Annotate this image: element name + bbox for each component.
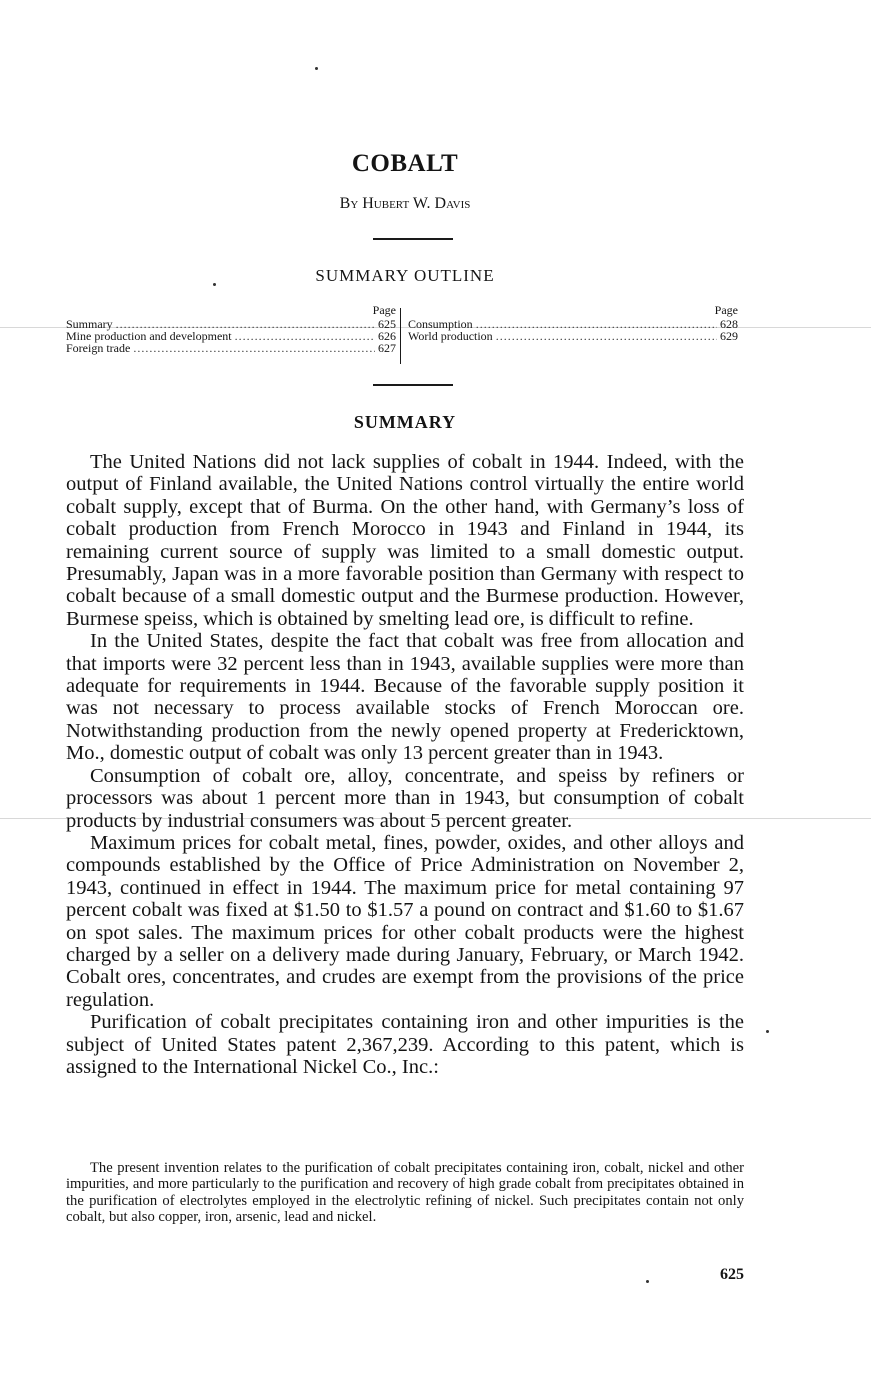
scan-speck (766, 1030, 769, 1033)
toc-label: Mine production and development (66, 329, 232, 343)
author-byline: By Hubert W. Davis (339, 195, 471, 212)
toc-label: World production (408, 329, 493, 343)
toc-label: Consumption (408, 317, 473, 331)
divider-rule (373, 384, 453, 386)
quote-paragraph: The present invention relates to the purification of cobalt precipitates containing iron, cobalt, nickel and other impurities, and more particularly to the purification and recovery of high grade cobalt from precipitates obtained in the purification of electrolytes employed in the electrolytic refining of nickel. Such precipitates contain not only cobalt, but also copper, iron, arsenic, lead and nickel. (66, 1160, 744, 1225)
section-heading-summary: SUMMARY (353, 412, 457, 432)
toc-page: 628 (720, 317, 738, 331)
toc-page-header: Page (372, 303, 396, 317)
toc-page: 625 (378, 317, 396, 331)
body-paragraph: Purification of cobalt precipitates containing iron and other impurities is the subject of United States patent 2,367,239. According to this patent, which is assigned to the International Nickel Co., Inc.: (66, 1011, 744, 1078)
toc-page: 629 (720, 329, 738, 343)
scan-speck (646, 1280, 649, 1283)
toc-label: Summary (66, 317, 113, 331)
summary-body (66, 451, 744, 1078)
toc-page: 626 (378, 329, 396, 343)
toc-column-divider (400, 308, 401, 364)
outline-heading: SUMMARY OUTLINE (315, 266, 495, 285)
body-paragraph: Consumption of cobalt ore, alloy, concentrate, and speiss by refiners or processors was about 1 percent more than in 1943, but consumption of cobalt products by industrial consumers was about 5 percent greater. (66, 764, 744, 832)
page-title: COBALT (351, 150, 459, 177)
page-number: 625 (720, 1266, 744, 1283)
body-paragraph: Maximum prices for cobalt metal, fines, powder, oxides, and other alloys and compounds established by the Office of Price Administration on November 2, 1943, continued in effect in 1944. The maximum price for metal containing 97 percent cobalt was fixed at $1.50 to $1.57 a pound on contract and $1.60 to $1.67 on spot sales. The maximum prices for other cobalt products were the highest charged by a seller on a delivery made during January, February, or March 1942. Cobalt ores, concentrates, and crudes are exempt from the provisions of the price regulation. (66, 831, 744, 1011)
body-paragraph: In the United States, despite the fact that cobalt was free from allocation and that imports were 32 percent less than in 1943, available supplies were more than adequate for requirements in 1944. Because of the favorable supply position it was not necessary to process available stocks of French Moroccan ore. Notwithstanding production from the newly opened property at Fredericktown, Mo., domestic output of cobalt was only 13 percent greater than in 1943. (66, 630, 744, 765)
toc-leader-dots (133, 342, 375, 354)
body-paragraph: The United Nations did not lack supplies of cobalt in 1944. Indeed, with the output of Finland available, the United Nations control virtually the entire world cobalt supply, except that of Burma. On the other hand, with Germany’s loss of cobalt production from French Morocco in 1943 and Finland in 1944, its remaining current source of supply was limited to a small domestic output. Presumably, Japan was in a more favorable position than Germany with respect to cobalt because of a small domestic output and the Burmese production. However, Burmese speiss, which is obtained by smelting lead ore, is difficult to refine. (66, 451, 744, 630)
toc-leader-dots (496, 330, 717, 342)
scan-speck (315, 67, 318, 70)
toc-leader-dots (476, 318, 717, 330)
toc-left-column (66, 304, 396, 354)
toc-page-header: Page (714, 303, 738, 317)
toc-right-column (408, 304, 738, 342)
toc-row (408, 330, 738, 342)
toc-page: 627 (378, 341, 396, 355)
toc-leader-dots (235, 330, 375, 342)
divider-rule (373, 238, 453, 240)
toc-label: Foreign trade (66, 341, 131, 355)
summary-outline-table (66, 304, 744, 364)
patent-quotation (66, 1160, 744, 1225)
toc-row (66, 342, 396, 354)
